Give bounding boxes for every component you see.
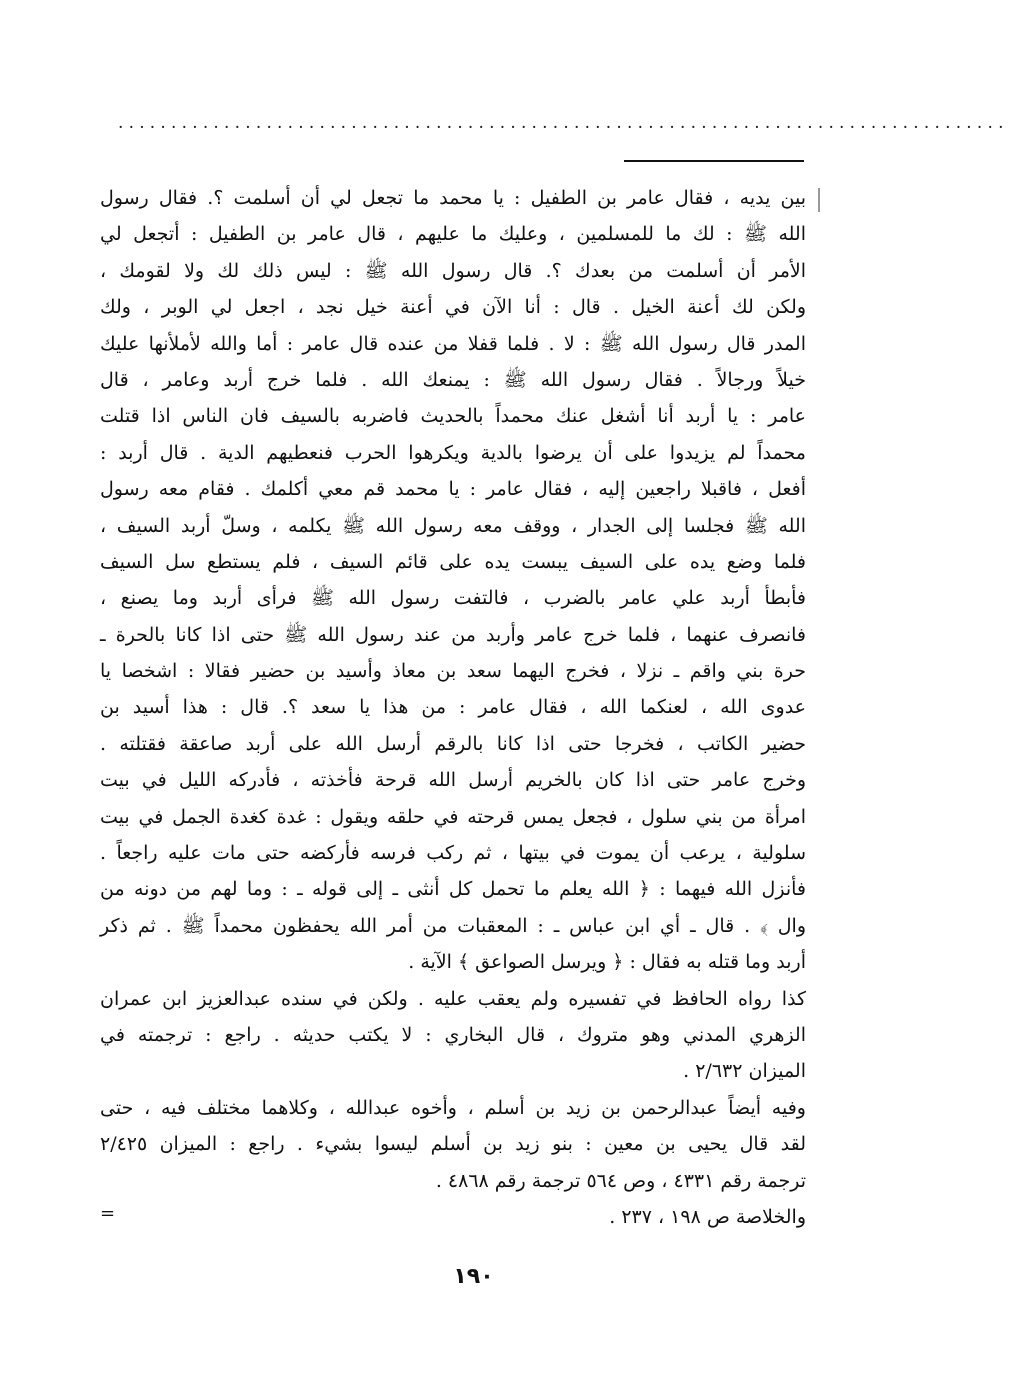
page-number: ١٩٠ (453, 1264, 494, 1289)
text-line-25: الميزان ٢/٦٣٢ . (683, 1060, 806, 1083)
text-line-7: عامر : يا أربد أنا أشغل عنك محمداً بالحديث فاضربه بالسيف فان الناس اذا قتلت (100, 405, 806, 428)
text-line-22: أربد وما قتله به فقال : ﴿ ويرسل الصواعق ﴾ الآية . (408, 951, 806, 974)
text-line-9: أفعل ، فاقبلا راجعين إليه ، فقال عامر : يا محمد قم معي أكلمك . فقام معه رسول (100, 478, 806, 501)
text-line-17: وخرج عامر حتى اذا كان بالخريم أرسل الله قرحة فأخذته ، فأدركه الليل في بيت (100, 769, 806, 792)
text-line-20: فأنزل الله فيهما : ﴿ الله يعلم ما تحمل كل أنثى ـ إلى قوله ـ : وما لهم من دونه من (100, 878, 806, 901)
continuation-mark: = (100, 1203, 116, 1224)
text-line-24: الزهري المدني وهو متروك ، قال البخاري : لا يكتب حديثه . راجع : ترجمته في (100, 1023, 806, 1046)
text-line-10: الله ﷺ فجلسا إلى الجدار ، ووقف معه رسول الله ﷺ يكلمه ، وسلّ أربد السيف ، (100, 514, 806, 537)
dotted-separator: ···················································································· (118, 118, 1009, 138)
text-line-8: محمداً لم يزيدوا على أن يرضوا بالدية ويكرهوا الحرب فنعطيهم الدية . قال أربد : (100, 441, 806, 464)
text-line-12: فأبطأ أربد علي عامر بالضرب ، فالتفت رسول الله ﷺ فرأى أربد وما يصنع ، (100, 587, 806, 610)
text-line-26: وفيه أيضاً عبدالرحمن بن زيد بن أسلم ، وأخوه عبدالله ، وكلاهما مختلف فيه ، حتى (100, 1096, 806, 1119)
text-line-16: حضير الكاتب ، فخرجا حتى اذا كانا بالرقم أرسل الله على أربد صاعقة فقتلته . (100, 732, 806, 755)
text-line-3: الأمر أن أسلمت من بعدك ؟. قال رسول الله ﷺ : ليس ذلك لك ولا لقومك ، (100, 259, 806, 282)
text-line-19: سلولية ، يرعب أن يموت في بيتها ، ثم ركب فرسه فأركضه حتى مات عليه راجعاً . (100, 842, 806, 865)
footnote-rule (624, 160, 804, 162)
text-line-21: وال ﴾ . قال ـ أي ابن عباس ـ : المعقبات من أمر الله يحفظون محمداً ﷺ . ثم ذكر (100, 914, 806, 937)
text-line-1: بين يديه ، فقال عامر بن الطفيل : يا محمد ما تجعل لي أن أسلمت ؟. فقال رسول (100, 187, 806, 209)
text-line-14: حرة بني واقم ـ نزلا ، فخرج اليهما سعد بن معاذ وأسيد بن حضير فقالا : اشخصا يا (100, 660, 806, 683)
text-line-15: عدوى الله ، لعنكما الله ، فقال عامر : من هذا يا سعد ؟. قال : هذا أسيد بن (100, 696, 806, 719)
margin-mark (818, 188, 820, 212)
text-line-11: فلما وضع يده على السيف يبست يده على قائم السيف ، فلم يستطع سل السيف (100, 550, 806, 573)
text-line-29: والخلاصة ص ١٩٨ ، ٢٣٧ . (609, 1205, 806, 1228)
text-line-5: المدر قال رسول الله ﷺ : لا . فلما قفلا من عنده قال عامر : أما والله لأملأنها عليك (100, 332, 806, 355)
text-line-2: الله ﷺ : لك ما للمسلمين ، وعليك ما عليهم ، قال عامر بن الطفيل : أتجعل لي (100, 223, 806, 246)
text-line-6: خيلاً ورجالاً . فقال رسول الله ﷺ : يمنعك الله . فلما خرج أربد وعامر ، قال (100, 368, 806, 391)
text-line-27: لقد قال يحيى بن معين : بنو زيد بن أسلم ليسوا بشيء . راجع : الميزان ٢/٤٢٥ (100, 1133, 806, 1156)
text-line-28: ترجمة رقم ٤٣٣١ ، وص ٥٦٤ ترجمة رقم ٤٨٦٨ . (435, 1169, 806, 1192)
footnote-text (100, 180, 806, 1235)
text-line-13: فانصرف عنهما ، فلما خرج عامر وأربد من عند رسول الله ﷺ حتى اذا كانا بالحرة ـ (100, 623, 806, 646)
text-line-18: امرأة من بني سلول ، فجعل يمس قرحته في حلقه ويقول : غدة كغدة الجمل في بيت (100, 805, 806, 828)
text-line-4: ولكن لك أعنة الخيل . قال : أنا الآن في أعنة خيل نجد ، اجعل لي الوبر ، ولك (100, 296, 806, 319)
text-line-23: كذا رواه الحافظ في تفسيره ولم يعقب عليه . ولكن في سنده عبدالعزيز ابن عمران (100, 987, 806, 1010)
